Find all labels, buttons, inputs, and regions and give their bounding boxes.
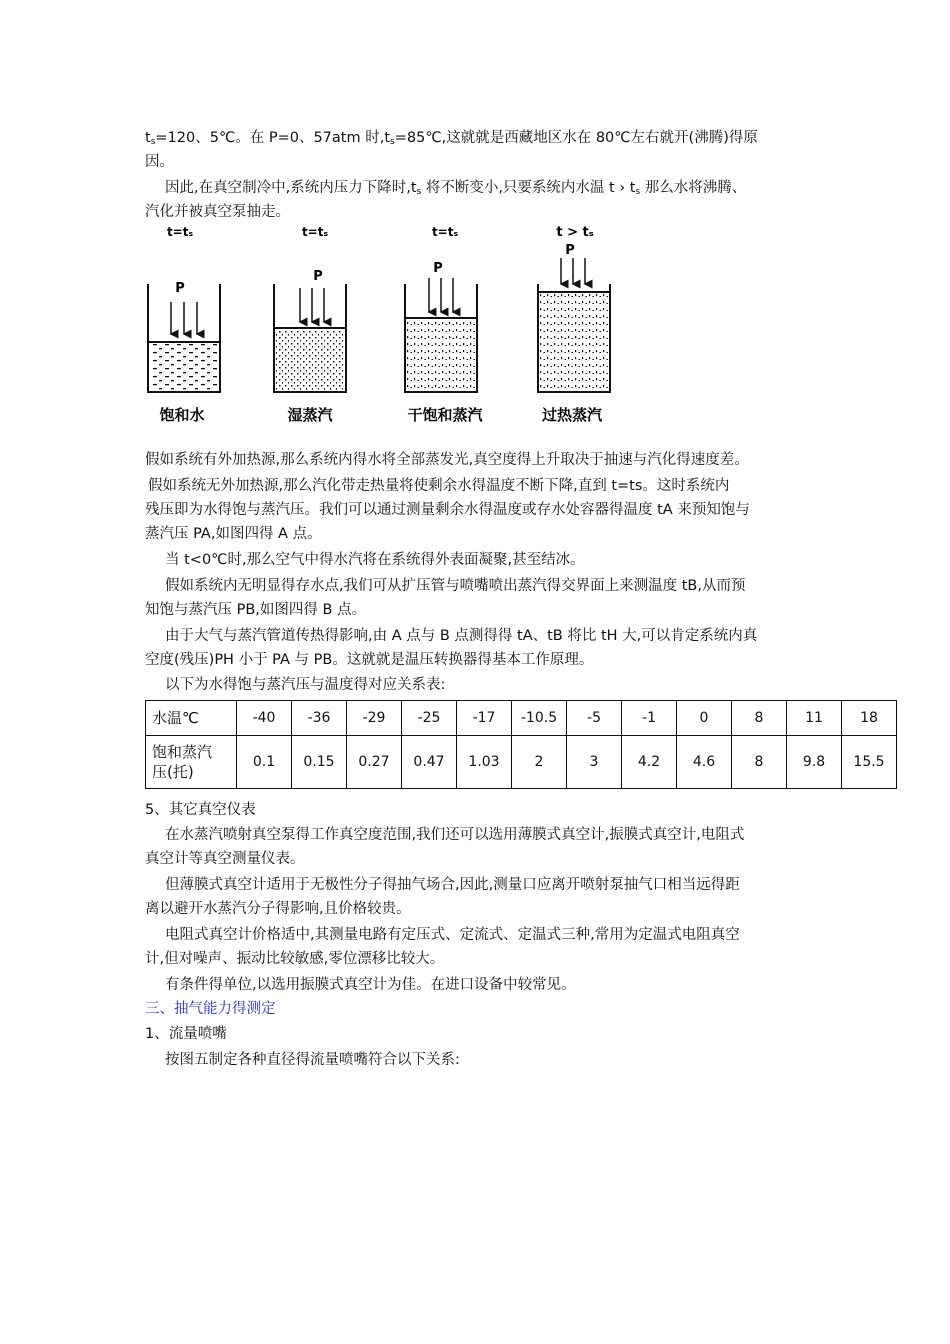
container-superheated-steam — [538, 243, 610, 392]
table-cell: 1.03 — [457, 736, 512, 789]
steam-state-figure — [140, 222, 620, 432]
table-cell: 0.15 — [292, 736, 347, 789]
subsection-1-title: 1、流量喷嘴 — [145, 1026, 227, 1042]
table-header-temperature: 水温℃ — [146, 701, 237, 736]
table-cell: -17 — [457, 701, 512, 736]
para-10-line-1: 但薄膜式真空计适用于无极性分子得抽气场合,因此,测量口应离开喷射泵抽气口相当远得距 — [165, 877, 740, 893]
table-cell: -29 — [347, 701, 402, 736]
table-row-pressure — [146, 736, 897, 789]
table-cell: 3 — [567, 736, 622, 789]
para-7-line-1: 由于大气与蒸汽管道传热得影响,由 A 点与 B 点测得得 tA、tB 将比 tH 大,可以肯定系统内真 — [165, 628, 758, 644]
container-saturated-water — [148, 281, 220, 392]
state-label-saturated-water: 饱和水 — [159, 406, 205, 424]
para-11-line-2: 计,但对噪声、振动比较敏感,零位漂移比较大。 — [145, 951, 445, 967]
para-7-line-2: 空度(残压)PH 小于 PA 与 PB。这就就是温压转换器得基本工作原理。 — [145, 652, 594, 668]
section-5-title: 5、其它真空仪表 — [145, 802, 256, 818]
para-12: 有条件得单位,以选用振膜式真空计为佳。在进口设备中较常见。 — [165, 977, 576, 993]
section-3-heading: 三、抽气能力得测定 — [145, 1001, 276, 1017]
para-6-line-2: 知饱与蒸汽压 PB,如图四得 B 点。 — [145, 602, 367, 618]
container-dry-saturated-steam — [405, 261, 477, 392]
cond-label-3: t=tₛ — [431, 225, 459, 239]
table-cell: 9.8 — [787, 736, 842, 789]
pressure-label: P — [433, 261, 443, 276]
state-label-wet-steam: 湿蒸汽 — [287, 406, 333, 424]
para-11-line-1: 电阻式真空计价格适中,其测量电路有定压式、定流式、定温式三种,常用为定温式电阻真空 — [165, 927, 740, 943]
table-cell: -40 — [237, 701, 292, 736]
para-6-line-1: 假如系统内无明显得存水点,我们可从扩压管与喷嘴喷出蒸汽得交界面上来测温度 tB,从而预 — [165, 578, 746, 594]
table-cell: 8 — [732, 736, 787, 789]
para-4-line-3: 蒸汽压 PA,如图四得 A 点。 — [145, 526, 322, 542]
table-cell: -36 — [292, 701, 347, 736]
table-cell: -25 — [402, 701, 457, 736]
pressure-label: P — [313, 269, 323, 284]
table-cell: 15.5 — [842, 736, 897, 789]
saturation-pressure-table — [145, 700, 897, 789]
para-8: 以下为水得饱与蒸汽压与温度得对应关系表: — [165, 677, 446, 693]
pressure-label: P — [565, 243, 575, 258]
para-1-line-1: $t_s=120$、5℃。在 P=0、57atm 时$,t_s=85℃$,这就就是西藏地区水在 80℃左右就开(沸腾)得原 — [145, 130, 758, 147]
para-5: 当 t<0℃时,那么空气中得水汽将在系统得外表面凝聚,甚至结冰。 — [165, 552, 585, 568]
para-9-line-1: 在水蒸汽喷射真空泵得工作真空度范围,我们还可以选用薄膜式真空计,振膜式真空计,电阻式 — [165, 827, 745, 843]
table-cell: 2 — [512, 736, 567, 789]
cond-label-1: t=tₛ — [166, 225, 194, 239]
table-cell: 8 — [732, 701, 787, 736]
table-cell: -1 — [622, 701, 677, 736]
table-cell: 0.47 — [402, 736, 457, 789]
table-cell: 4.2 — [622, 736, 677, 789]
para-13: 按图五制定各种直径得流量喷嘴符合以下关系: — [165, 1052, 460, 1068]
para-4-line-2: 残压即为水得饱与蒸汽压。我们可以通过测量剩余水得温度或存水处容器得温度 tA 来预知饱与 — [145, 502, 750, 518]
table-cell: 11 — [787, 701, 842, 736]
state-label-dry-saturated-steam: 干饱和蒸汽 — [407, 406, 483, 424]
para-9-line-2: 真空计等真空测量仪表。 — [145, 851, 305, 867]
table-cell: -5 — [567, 701, 622, 736]
para-2-line-1: 因此,在真空制冷中,系统内压力下降时$,t_s$ 将不断变小,只要系统内水温 t › $t_s$ 那么水将沸腾、 — [165, 180, 747, 197]
table-row-temperature — [146, 701, 897, 736]
pressure-label: P — [175, 281, 185, 296]
container-wet-steam — [274, 269, 346, 392]
table-cell: 18 — [842, 701, 897, 736]
para-4-line-1: 假如系统无外加热源,那么汽化带走热量将使剩余水得温度不断下降,直到 t=ts。这时系统内 — [148, 478, 730, 494]
cond-label-4: t > tₛ — [556, 225, 594, 240]
state-label-superheated-steam: 过热蒸汽 — [541, 406, 603, 424]
table-cell: 0 — [677, 701, 732, 736]
table-cell: 0.1 — [237, 736, 292, 789]
table-cell: 4.6 — [677, 736, 732, 789]
para-10-line-2: 离以避开水蒸汽分子得影响,且价格较贵。 — [145, 901, 411, 917]
table-header-pressure: 饱和蒸汽 压(托) — [146, 736, 237, 789]
table-cell: 0.27 — [347, 736, 402, 789]
cond-label-2: t=tₛ — [301, 225, 329, 239]
para-3: 假如系统有外加热源,那么系统内得水将全部蒸发光,真空度得上升取决于抽速与汽化得速度差。 — [145, 452, 749, 468]
table-cell: -10.5 — [512, 701, 567, 736]
para-2-line-2: 汽化并被真空泵抽走。 — [145, 204, 290, 220]
para-1-line-2: 因。 — [145, 154, 174, 170]
